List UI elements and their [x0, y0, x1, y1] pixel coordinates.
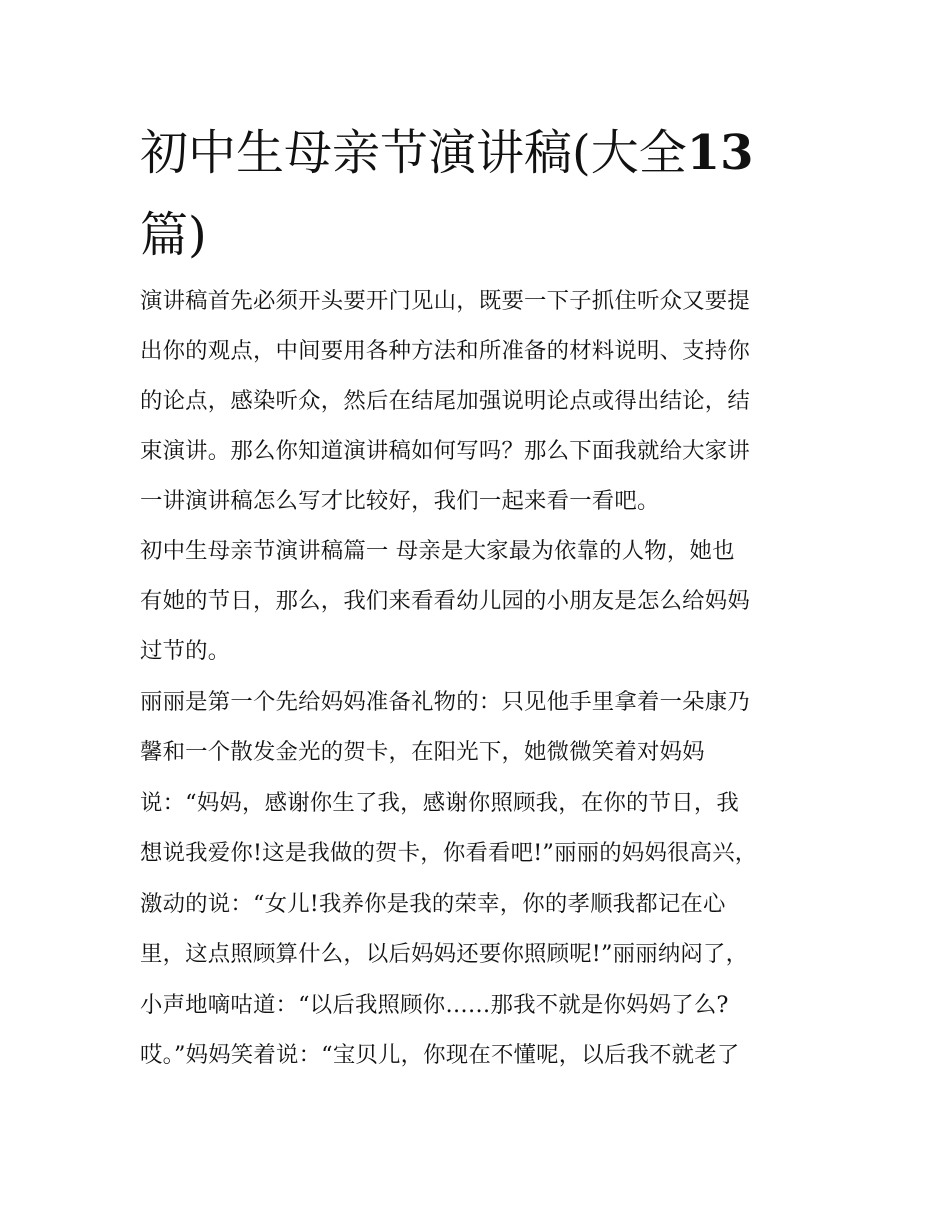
- title-tail-text: 篇): [140, 207, 207, 263]
- body-line-11: 说：“妈妈，感谢你生了我，感谢你照顾我，在你的节日，我: [140, 790, 740, 816]
- body-line-13: 激动的说：“女儿!我养你是我的荣幸，你的孝顺我都记在心: [140, 891, 726, 917]
- body-line-10: 馨和一个散发金光的贺卡，在阳光下，她微微笑着对妈妈: [140, 739, 705, 765]
- body-line-4: 束演讲。那么你知道演讲稿如何写吗？那么下面我就给大家讲: [140, 438, 750, 464]
- body-line-7: 有她的节日，那么，我们来看看幼儿园的小朋友是怎么给妈妈: [140, 588, 750, 614]
- body-line-14: 里，这点照顾算什么，以后妈妈还要你照顾呢!”丽丽纳闷了，: [140, 941, 749, 967]
- title-main-text: 初中生母亲节演讲稿(大全: [140, 125, 687, 181]
- body-line-6: 初中生母亲节演讲稿篇一 母亲是大家最为依靠的人物，她也: [140, 538, 735, 564]
- body-line-8: 过节的。: [140, 638, 231, 664]
- document-title: [140, 112, 820, 276]
- body-line-9: 丽丽是第一个先给妈妈准备礼物的：只见他手里拿着一朵康乃: [140, 689, 750, 715]
- body-line-2: 出你的观点，中间要用各种方法和所准备的材料说明、支持你: [140, 338, 750, 364]
- body-line-15: 小声地嘀咕道：“以后我照顾你……那我不就是你妈妈了么?: [140, 992, 729, 1018]
- body-line-3: 的论点，感染听众，然后在结尾加强说明论点或得出结论，结: [140, 388, 750, 414]
- body-line-1: 演讲稿首先必须开头要开门见山，既要一下子抓住听众又要提: [140, 288, 750, 314]
- body-line-5: 一讲演讲稿怎么写才比较好，我们一起来看一看吧。: [140, 488, 660, 514]
- body-line-16: 哎。”妈妈笑着说：“宝贝儿，你现在不懂呢，以后我不就老了: [140, 1042, 740, 1068]
- title-number: 13: [686, 125, 754, 181]
- body-line-12: 想说我爱你!这是我做的贺卡，你看看吧!”丽丽的妈妈很高兴，: [140, 840, 758, 866]
